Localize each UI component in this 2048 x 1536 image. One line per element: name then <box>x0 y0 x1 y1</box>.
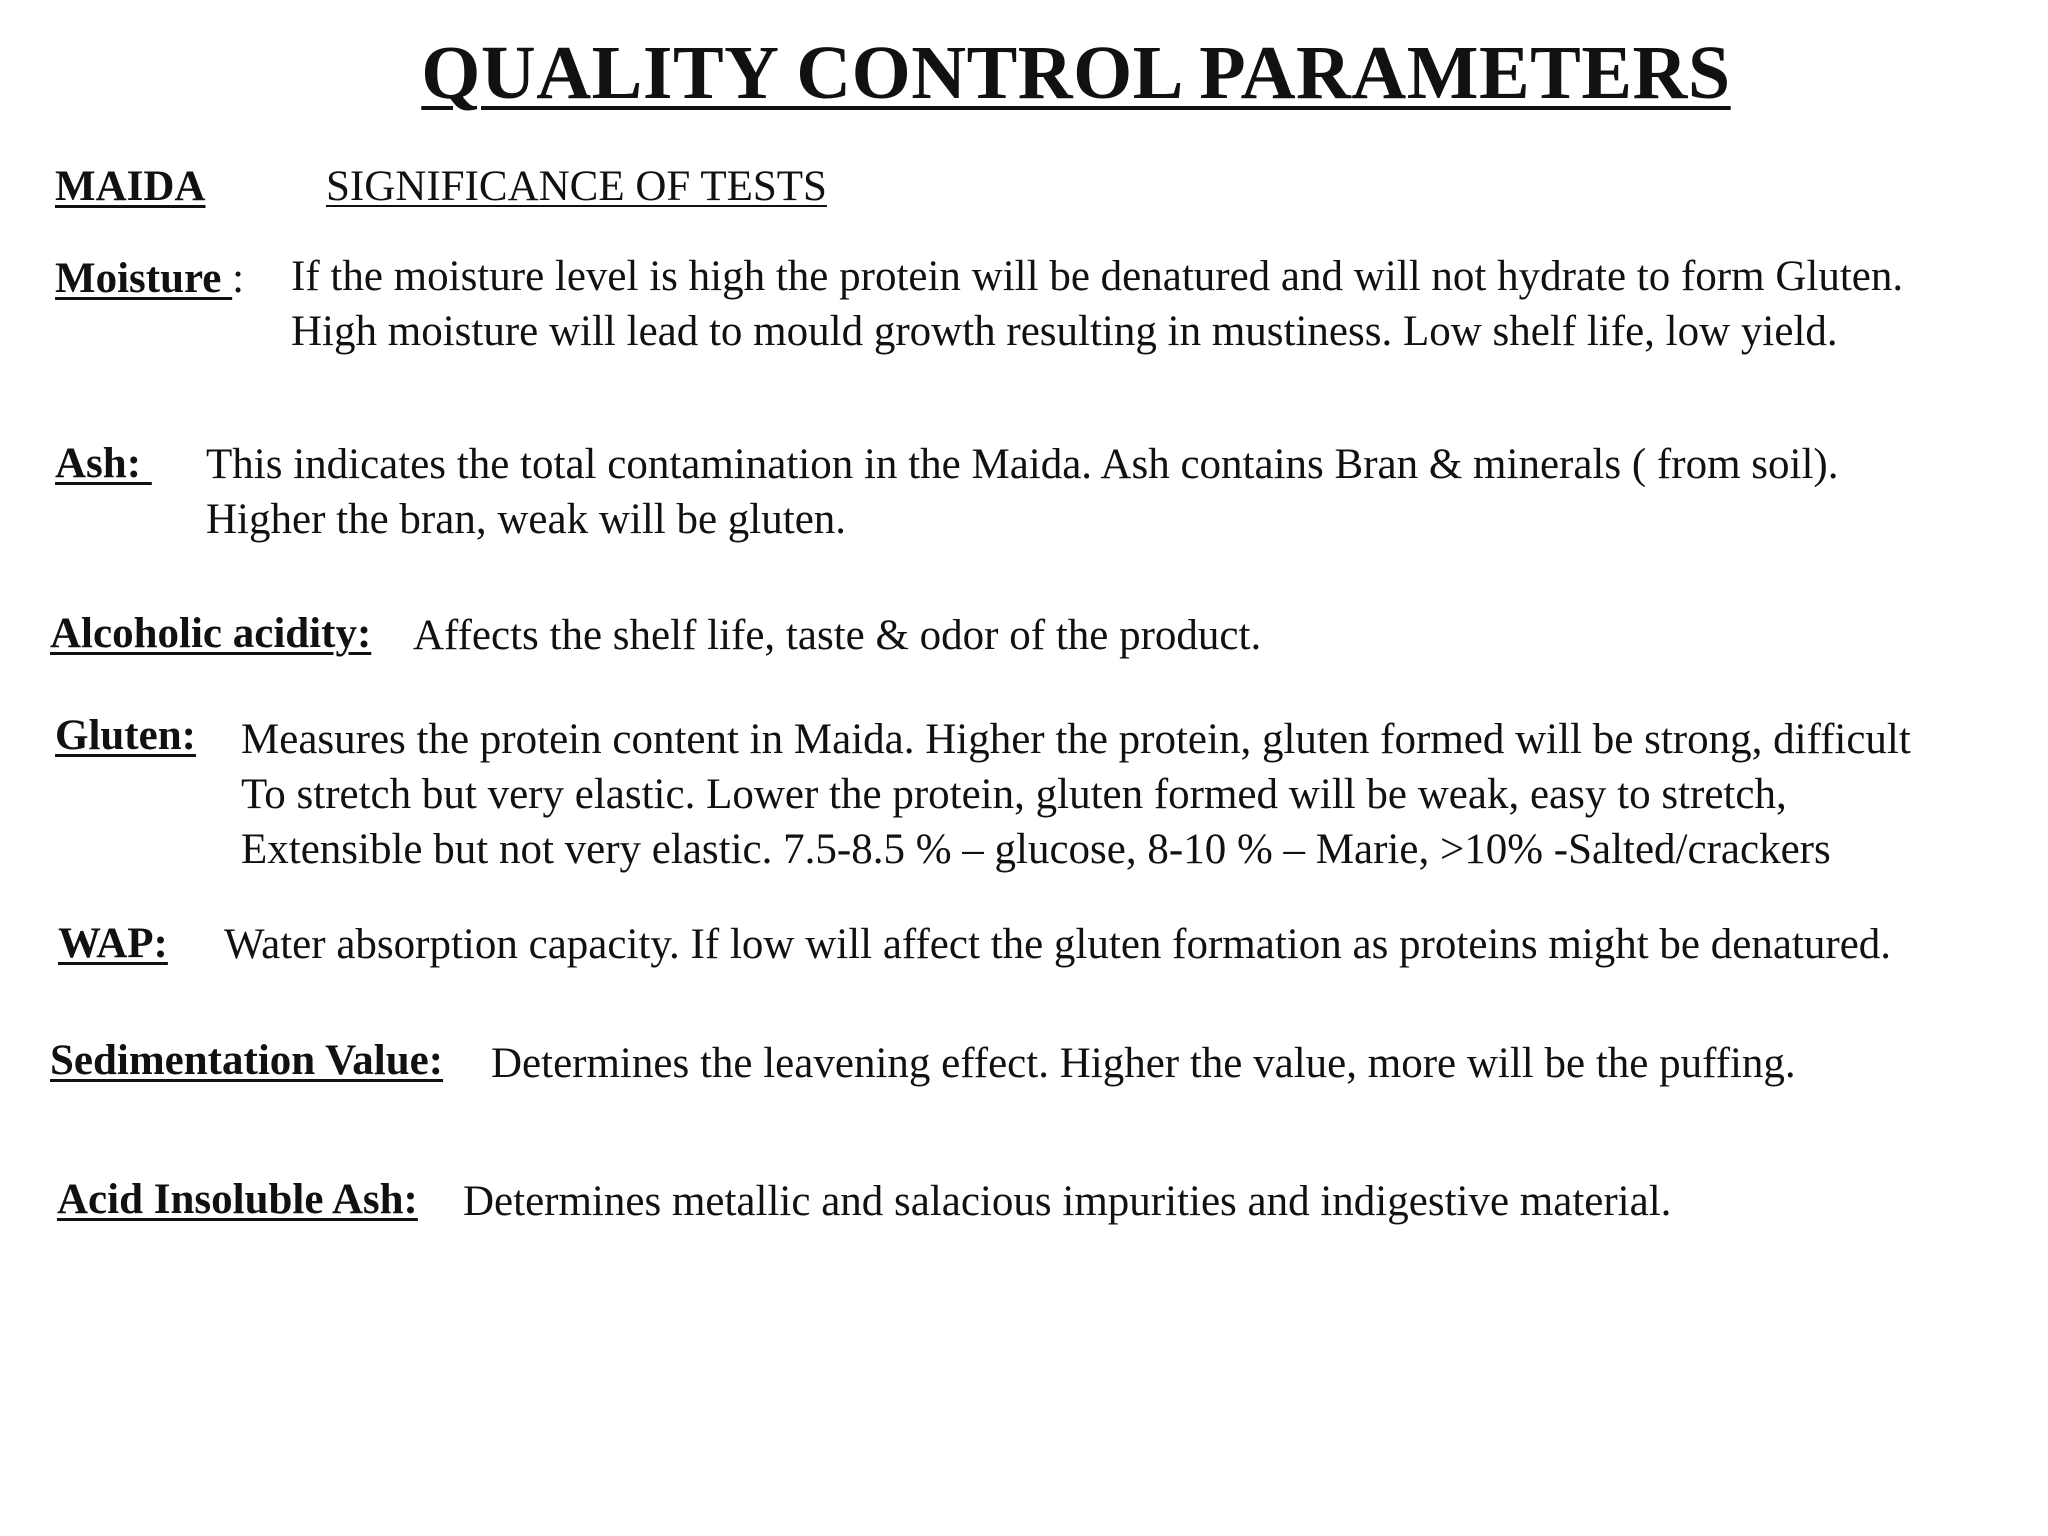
moisture-label-colon: : <box>232 255 245 302</box>
page-title: QUALITY CONTROL PARAMETERS <box>421 31 1731 115</box>
wap-line-1: Water absorption capacity. If low will affect the gluten formation as proteins might be denatured. <box>224 921 1892 968</box>
ash-label: Ash: <box>55 440 152 487</box>
sedimentation-value-description <box>491 1036 1796 1091</box>
wap-description <box>224 917 1891 972</box>
ash-line-2: Higher the bran, weak will be gluten. <box>206 496 847 543</box>
gluten-line-3: Extensible but not very elastic. 7.5-8.5 % – glucose, 8-10 % – Marie, >10% -Salted/crackers <box>241 826 1831 873</box>
alcoholic-acidity-label: Alcoholic acidity: <box>50 610 372 657</box>
section-subtitle: SIGNIFICANCE OF TESTS <box>326 163 827 210</box>
gluten-description <box>241 712 1911 877</box>
gluten-line-1: Measures the protein content in Maida. Higher the protein, gluten formed will be strong, difficult <box>241 716 1911 763</box>
moisture-description <box>291 249 1903 359</box>
product-label: MAIDA <box>55 163 206 210</box>
moisture-label: Moisture <box>55 255 233 302</box>
acid-insoluble-ash-label: Acid Insoluble Ash: <box>57 1176 418 1223</box>
ash-description <box>206 437 1838 547</box>
ash-line-1: This indicates the total contamination in the Maida. Ash contains Bran & minerals ( from soil). <box>206 441 1839 488</box>
sedimentation-value-label: Sedimentation Value: <box>50 1037 444 1084</box>
alcoholic-acidity-line-1: Affects the shelf life, taste & odor of the product. <box>413 612 1262 659</box>
acid-insoluble-ash-description <box>463 1174 1671 1229</box>
moisture-label-group <box>55 254 244 303</box>
moisture-line-2: High moisture will lead to mould growth resulting in mustiness. Low shelf life, low yield. <box>291 308 1838 355</box>
moisture-line-1: If the moisture level is high the protein will be denatured and will not hydrate to form Gluten. <box>291 253 1904 300</box>
gluten-line-2: To stretch but very elastic. Lower the protein, gluten formed will be weak, easy to stretch, <box>241 771 1787 818</box>
wap-label: WAP: <box>58 920 168 967</box>
gluten-label: Gluten: <box>55 712 196 759</box>
sedimentation-value-line-1: Determines the leavening effect. Higher the value, more will be the puffing. <box>491 1040 1796 1087</box>
acid-insoluble-ash-line-1: Determines metallic and salacious impurities and indigestive material. <box>463 1178 1672 1225</box>
alcoholic-acidity-description <box>413 608 1261 663</box>
